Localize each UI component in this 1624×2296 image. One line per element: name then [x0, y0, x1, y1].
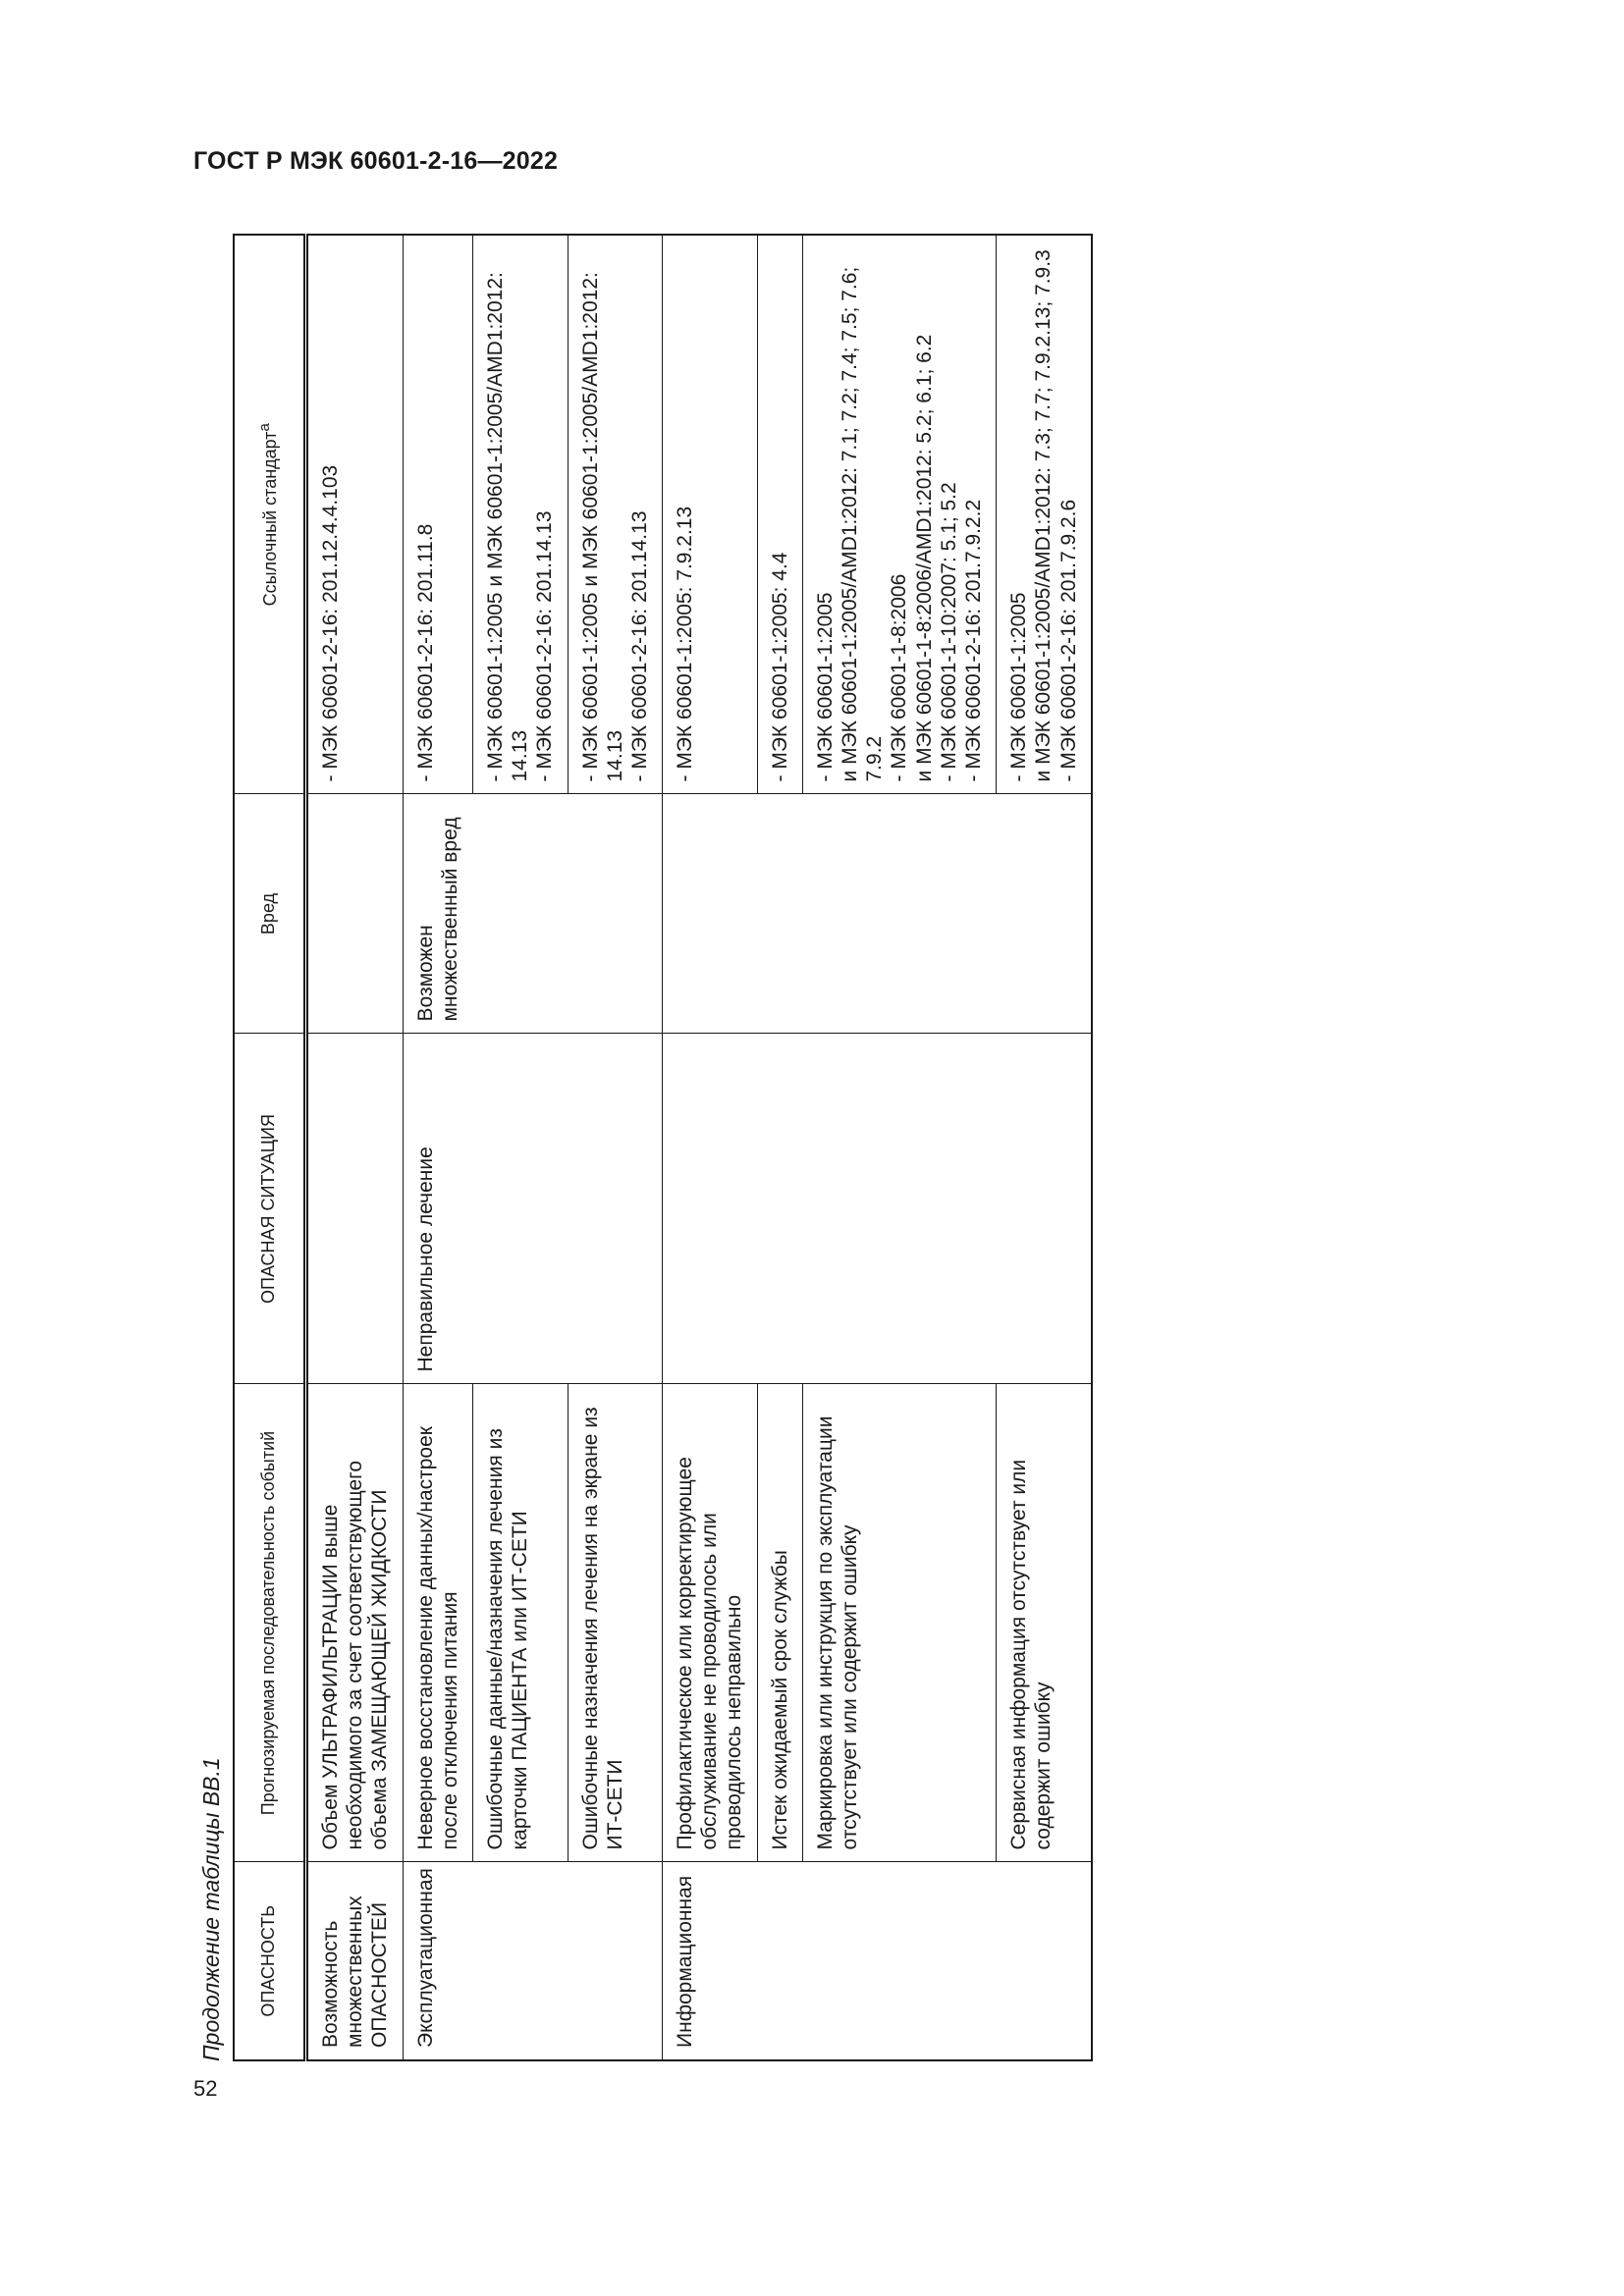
sequence-cell: Истек ожидаемый срок службы [757, 1384, 802, 1862]
reference-cell [663, 235, 758, 794]
sequence-cell: Неверное восстановление данных/настроек после отключения питания [403, 1384, 472, 1862]
reference-line: и МЭК 60601-1:2005/AMD1:2012: 7.3; 7.7; 7.9.2.13; 7.9.3 [1032, 249, 1056, 782]
table-row [306, 235, 404, 2060]
hazard-cell: Возможность множественных ОПАСНОСТЕЙ [306, 1862, 404, 2060]
reference-line: - МЭК 60601-2-16: 201.12.4.4.103 [319, 464, 342, 782]
reference-cell [472, 235, 568, 794]
reference-cell [757, 235, 802, 794]
document-header: ГОСТ Р МЭК 60601-2-16—2022 [193, 147, 559, 175]
column-header-reference-label: Ссылочный стандарт [260, 431, 281, 607]
sequence-cell: Сервисная информация отсутствует или содержит ошибку [997, 1384, 1092, 1862]
reference-line: - МЭК 60601-2-16: 201.14.13 [627, 510, 651, 782]
table-caption: Продолжение таблицы ВВ.1 [198, 1757, 224, 2061]
column-header-sequence: Прогнозируемая последовательность событий [234, 1384, 306, 1862]
reference-line: - МЭК 60601-1:2005 [1007, 592, 1031, 782]
reference-line: и МЭК 60601-1:2005/AMD1:2012: 7.1; 7.2; 7.4; 7.5; 7.6; 7.9.2 [839, 266, 887, 782]
reference-line: - МЭК 60601-1:2005: 4.4 [768, 552, 791, 782]
hazard-cell: Эксплуатационная [403, 1862, 663, 2060]
column-header-reference [234, 235, 306, 794]
reference-cell [997, 235, 1092, 794]
reference-line: - МЭК 60601-2-16: 201.7.9.2.6 [1056, 499, 1080, 782]
footnote-marker: а [256, 423, 274, 432]
situation-cell: Неправильное лечение [403, 1034, 663, 1384]
reference-line: - МЭК 60601-2-16: 201.11.8 [413, 523, 437, 782]
reference-line: - МЭК 60601-1-8:2006 [888, 573, 911, 782]
column-header-harm: Вред [234, 794, 306, 1034]
harm-cell [663, 794, 1092, 1034]
table-row [403, 235, 472, 2060]
reference-cell [802, 235, 996, 794]
sequence-cell: Ошибочные данные/назначения лечения из карточки ПАЦИЕНТА или ИТ-СЕТИ [472, 1384, 568, 1862]
sequence-cell: Ошибочные назначения лечения на экране из ИТ-СЕТИ [568, 1384, 663, 1862]
column-header-hazard: ОПАСНОСТЬ [234, 1862, 306, 2060]
sequence-cell: Объем УЛЬТРАФИЛЬТРАЦИИ выше необходимого за счет соответствующего объема ЗАМЕЩАЮЩЕЙ ЖИДКОСТИ [306, 1384, 404, 1862]
reference-line: и МЭК 60601-1-8:2006/AMD1:2012: 5.2; 6.1; 6.2 [912, 334, 936, 782]
reference-line: - МЭК 60601-1-10:2007: 5.1; 5.2 [937, 482, 960, 782]
table-header-row [234, 235, 306, 2060]
reference-line: - МЭК 60601-2-16: 201.14.13 [533, 510, 557, 782]
page-number: 52 [193, 2076, 218, 2101]
column-header-situation: ОПАСНАЯ СИТУАЦИЯ [234, 1034, 306, 1384]
reference-cell [306, 235, 404, 794]
harm-cell [306, 794, 404, 1034]
harm-cell: Возможен множественный вред [403, 794, 663, 1034]
reference-cell [403, 235, 472, 794]
reference-line: - МЭК 60601-2-16: 201.7.9.2.2 [961, 499, 985, 782]
rotated-table-area [191, 236, 1291, 2061]
reference-line: - МЭК 60601-1:2005 [813, 592, 837, 782]
reference-line: - МЭК 60601-1:2005 и МЭК 60601-1:2005/AMD1:2012: 14.13 [483, 272, 532, 782]
situation-cell [306, 1034, 404, 1384]
reference-line: - МЭК 60601-1:2005 и МЭК 60601-1:2005/AMD1:2012: 14.13 [578, 272, 626, 782]
reference-line: - МЭК 60601-1:2005: 7.9.2.13 [674, 506, 697, 782]
hazard-cell: Информационная [663, 1862, 1092, 2060]
hazard-table [233, 234, 1093, 2061]
reference-cell [568, 235, 663, 794]
sequence-cell: Профилактическое или корректирующее обслуживание не проводилось или проводилось неправильно [663, 1384, 758, 1862]
table-row [663, 235, 758, 2060]
sequence-cell: Маркировка или инструкция по эксплуатации отсутствует или содержит ошибку [802, 1384, 996, 1862]
situation-cell [663, 1034, 1092, 1384]
